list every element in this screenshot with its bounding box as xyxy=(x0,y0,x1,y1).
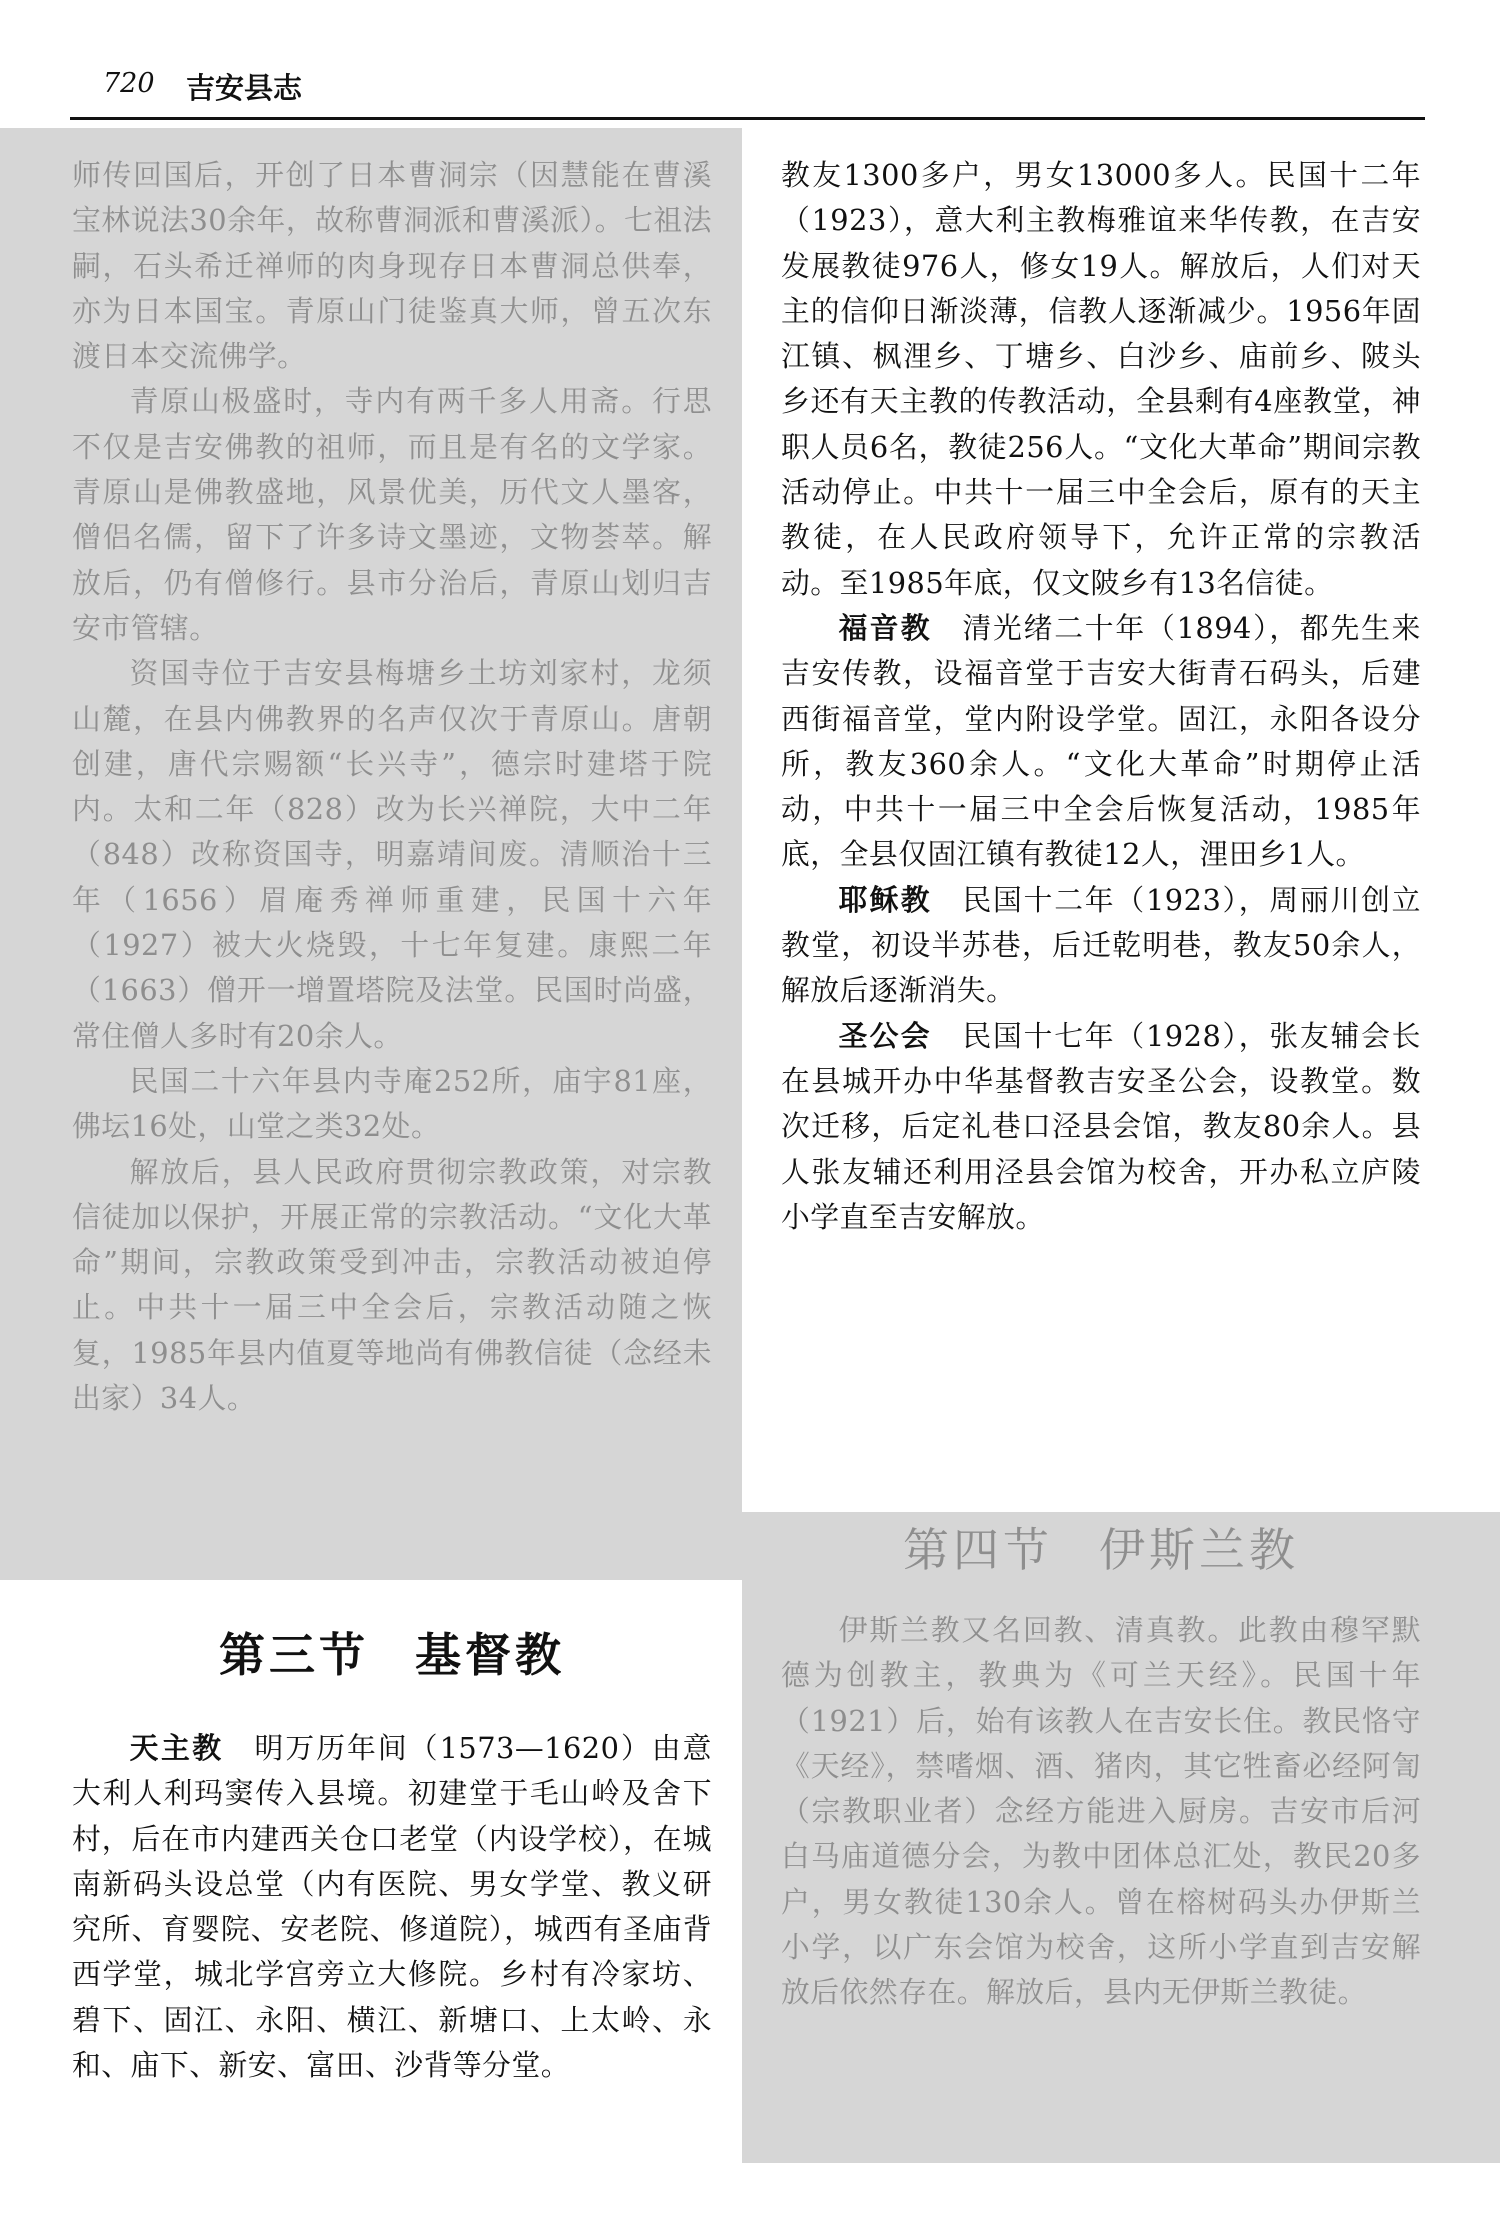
left-column-upper xyxy=(72,153,712,1421)
left-column-lower xyxy=(72,1726,712,2088)
paragraph: 民国二十六年县内寺庵252所，庙宇81座，佛坛16处，山堂之类32处。 xyxy=(72,1063,712,1144)
term-heading: 耶稣教 xyxy=(838,882,932,917)
section-name: 基督教 xyxy=(415,1628,565,1682)
paragraph xyxy=(781,878,1421,1014)
paragraph xyxy=(781,606,1421,878)
paragraph: 教友1300多户，男女13000多人。民国十二年（1923），意大利主教梅雅谊来华传教，在吉安发展教徒976人，修女19人。解放后，人们对天主的信仰日渐淡薄，信教人逐渐减少。1956年固江镇、枫浬乡、丁塘乡、白沙乡、庙前乡、陂头乡还有天主教的传教活动，全县剩有4座教堂，神职人员6名，教徒256人。“文化大革命”期间宗教活动停止。中共十一届三中全会后，原有的天主教徒，在人民政府领导下，允许正常的宗教活动。至1985年底，仅文陂乡有13名信徒。 xyxy=(781,158,1421,600)
term-heading: 圣公会 xyxy=(838,1018,932,1053)
right-column-upper xyxy=(781,153,1421,1240)
term-heading: 福音教 xyxy=(838,610,932,645)
paragraph: 师传回国后，开创了日本曹洞宗（因慧能在曹溪宝林说法30余年，故称曹洞派和曹溪派）。七祖法嗣，石头希迁禅师的肉身现存日本曹洞总供奉，亦为日本国宝。青原山门徒鉴真大师，曾五次东渡日本交流佛学。 xyxy=(72,158,712,374)
term-heading: 天主教 xyxy=(129,1731,224,1765)
page-header xyxy=(0,0,1500,120)
paragraph-text: 民国十二年（1923），周丽川创立教堂，初设半苏巷，后迁乾明巷，教友50余人，解放后逐渐消失。 xyxy=(781,882,1421,1008)
section-name: 伊斯兰教 xyxy=(1099,1523,1299,1577)
paragraph xyxy=(781,1014,1421,1240)
paragraph-text: 清光绪二十年（1894），都先生来吉安传教，设福音堂于吉安大街青石码头，后建西街福音堂，堂内附设学堂。固江，永阳各设分所，教友360余人。“文化大革命”时期停止活动，中共十一届三中全会后恢复活动，1985年底，全县仅固江镇有教徒12人，浬田乡1人。 xyxy=(781,610,1421,872)
section-title xyxy=(72,1620,712,1690)
paragraph-text: 明万历年间（1573—1620）由意大利人利玛窦传入县境。初建堂于毛山岭及舍下村，后在市内建西关仓口老堂（内设学校），在城南新码头设总堂（内有医院、男女学堂、教义研究所、育婴院、安老院、修道院），城西有圣庙背西学堂，城北学宫旁立大修院。乡村有冷家坊、碧下、固江、永阳、横江、新塘口、上太岭、永和、庙下、新安、富田、沙背等分堂。 xyxy=(72,1731,712,2083)
section-number: 第三节 xyxy=(219,1628,369,1682)
paragraph: 解放后，县人民政府贯彻宗教政策，对宗教信徒加以保护，开展正常的宗教活动。“文化大革命”期间，宗教政策受到冲击，宗教活动被迫停止。中共十一届三中全会后，宗教活动随之恢复，1985年县内值夏等地尚有佛教信徒（念经未出家）34人。 xyxy=(72,1154,712,1416)
paragraph: 伊斯兰教又名回教、清真教。此教由穆罕默德为创教主，教典为《可兰天经》。民国十年（1921）后，始有该教人在吉安长住。教民恪守《天经》，禁嗜烟、酒、猪肉，其它牲畜必经阿訇（宗教职业者）念经方能进入厨房。吉安市后河白马庙道德分会，为教中团体总汇处，教民20多户，男女教徒130余人。曾在榕树码头办伊斯兰小学，以广东会馆为校舍，这所小学直到吉安解放后依然存在。解放后，县内无伊斯兰教徒。 xyxy=(781,1613,1421,2010)
paragraph xyxy=(72,1726,712,2088)
section-number: 第四节 xyxy=(903,1523,1053,1577)
paragraph: 资国寺位于吉安县梅塘乡土坊刘家村，龙须山麓，在县内佛教界的名声仅次于青原山。唐朝创建，唐代宗赐额“长兴寺”，德宗时建塔于院内。太和二年（828）改为长兴禅院，大中二年（848）改称资国寺，明嘉靖间废。清顺治十三年（1656）眉庵秀禅师重建，民国十六年（1927）被大火烧毁，十七年复建。康熙二年（1663）僧开一增置塔院及法堂。民国时尚盛，常住僧人多时有20余人。 xyxy=(72,656,712,1053)
header-rule xyxy=(70,117,1425,120)
book-title: 吉安县志 xyxy=(186,71,303,105)
paragraph: 青原山极盛时，寺内有两千多人用斋。行思不仅是吉安佛教的祖师，而且是有名的文学家。青原山是佛教盛地，风景优美，历代文人墨客，僧侣名儒，留下了许多诗文墨迹，文物荟萃。解放后，仍有僧修行。县市分治后，青原山划归吉安市管辖。 xyxy=(72,384,712,645)
page-number: 720 xyxy=(103,68,155,99)
section-title xyxy=(781,1515,1421,1585)
paragraph-text: 民国十七年（1928），张友辅会长在县城开办中华基督教吉安圣公会，设教堂。数次迁移，后定礼巷口泾县会馆，教友80余人。县人张友辅还利用泾县会馆为校舍，开办私立庐陵小学直至吉安解放。 xyxy=(781,1018,1421,1234)
right-column-lower xyxy=(781,1608,1421,2016)
